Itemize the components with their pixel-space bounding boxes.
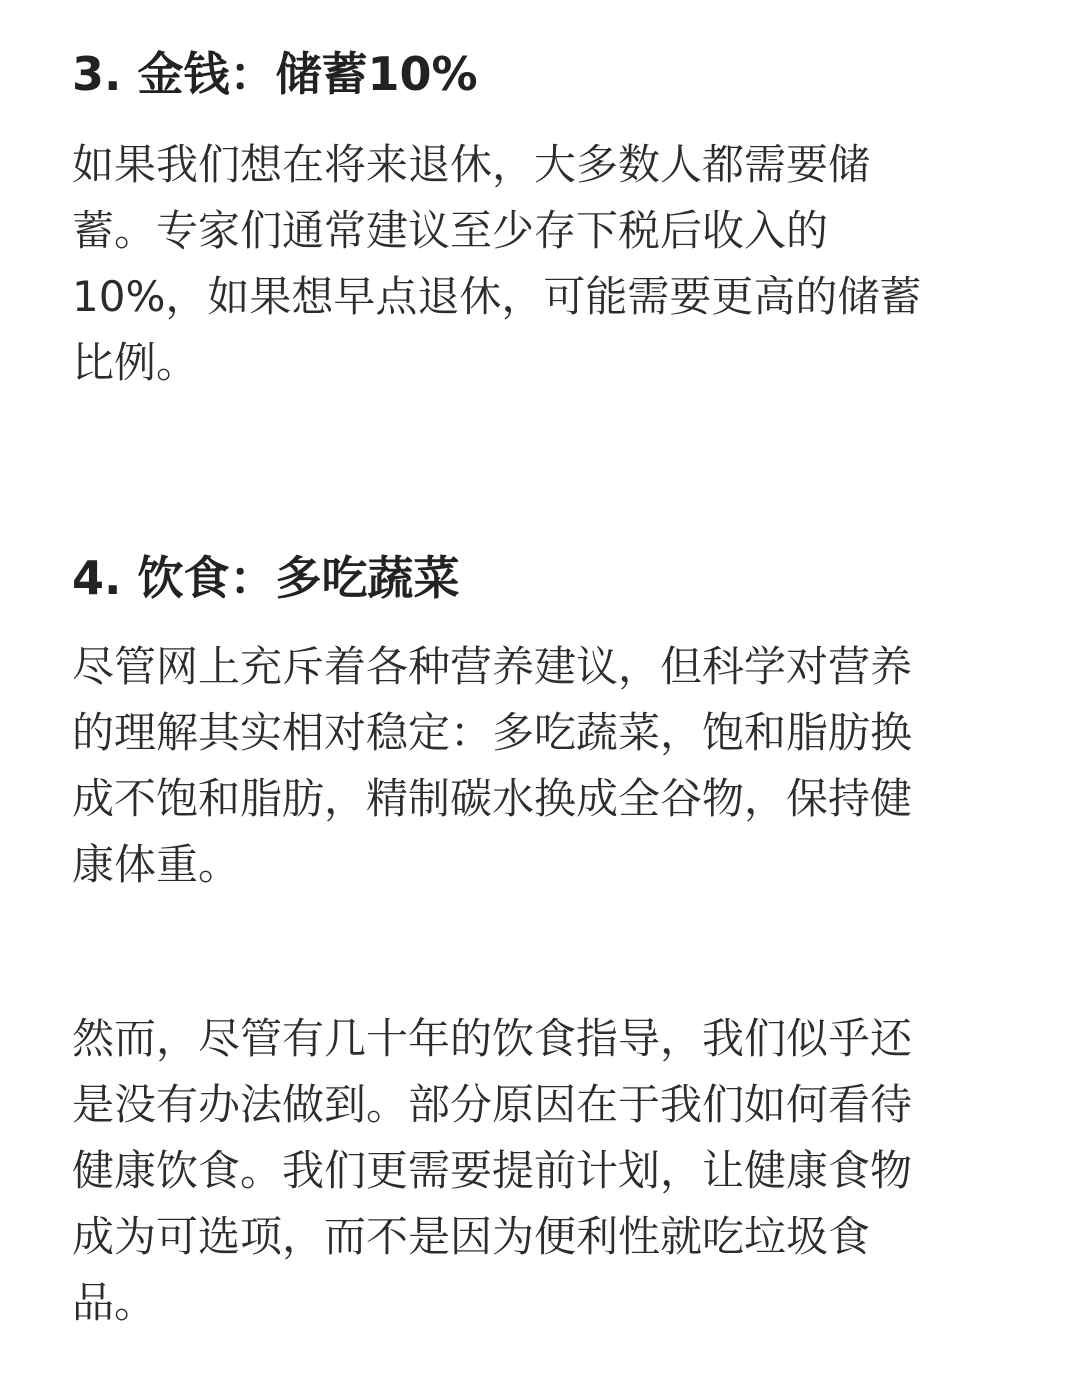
paragraph-line: 成不饱和脂肪，精制碳水换成全谷物，保持健 bbox=[72, 774, 913, 823]
paragraph-line: 是没有办法做到。部分原因在于我们如何看待 bbox=[72, 1080, 913, 1129]
paragraph-line: 然而，尽管有几十年的饮食指导，我们似乎还 bbox=[72, 1014, 913, 1063]
paragraph-line: 如果我们想在将来退休，大多数人都需要储 bbox=[72, 140, 871, 189]
paragraph-line: 的理解其实相对稳定：多吃蔬菜，饱和脂肪换 bbox=[72, 708, 913, 757]
paragraph-line: 康体重。 bbox=[72, 840, 241, 889]
section-3-paragraph bbox=[72, 132, 921, 396]
paragraph-line: 比例。 bbox=[72, 338, 199, 387]
paragraph-line: 10%，如果想早点退休，可能需要更高的储蓄 bbox=[72, 272, 922, 321]
section-4-paragraph-1 bbox=[72, 634, 912, 898]
paragraph-line: 尽管网上充斥着各种营养建议，但科学对营养 bbox=[72, 642, 913, 691]
section-4-paragraph-2 bbox=[72, 1006, 912, 1336]
paragraph-line: 健康饮食。我们更需要提前计划，让健康食物 bbox=[72, 1146, 913, 1195]
section-3-heading: 3. 金钱：储蓄10% bbox=[72, 47, 478, 101]
paragraph-line: 蓄。专家们通常建议至少存下税后收入的 bbox=[72, 206, 829, 255]
section-4-heading: 4. 饮食：多吃蔬菜 bbox=[72, 551, 460, 605]
paragraph-line: 成为可选项，而不是因为便利性就吃垃圾食 bbox=[72, 1212, 871, 1261]
paragraph-line: 品。 bbox=[72, 1278, 157, 1327]
